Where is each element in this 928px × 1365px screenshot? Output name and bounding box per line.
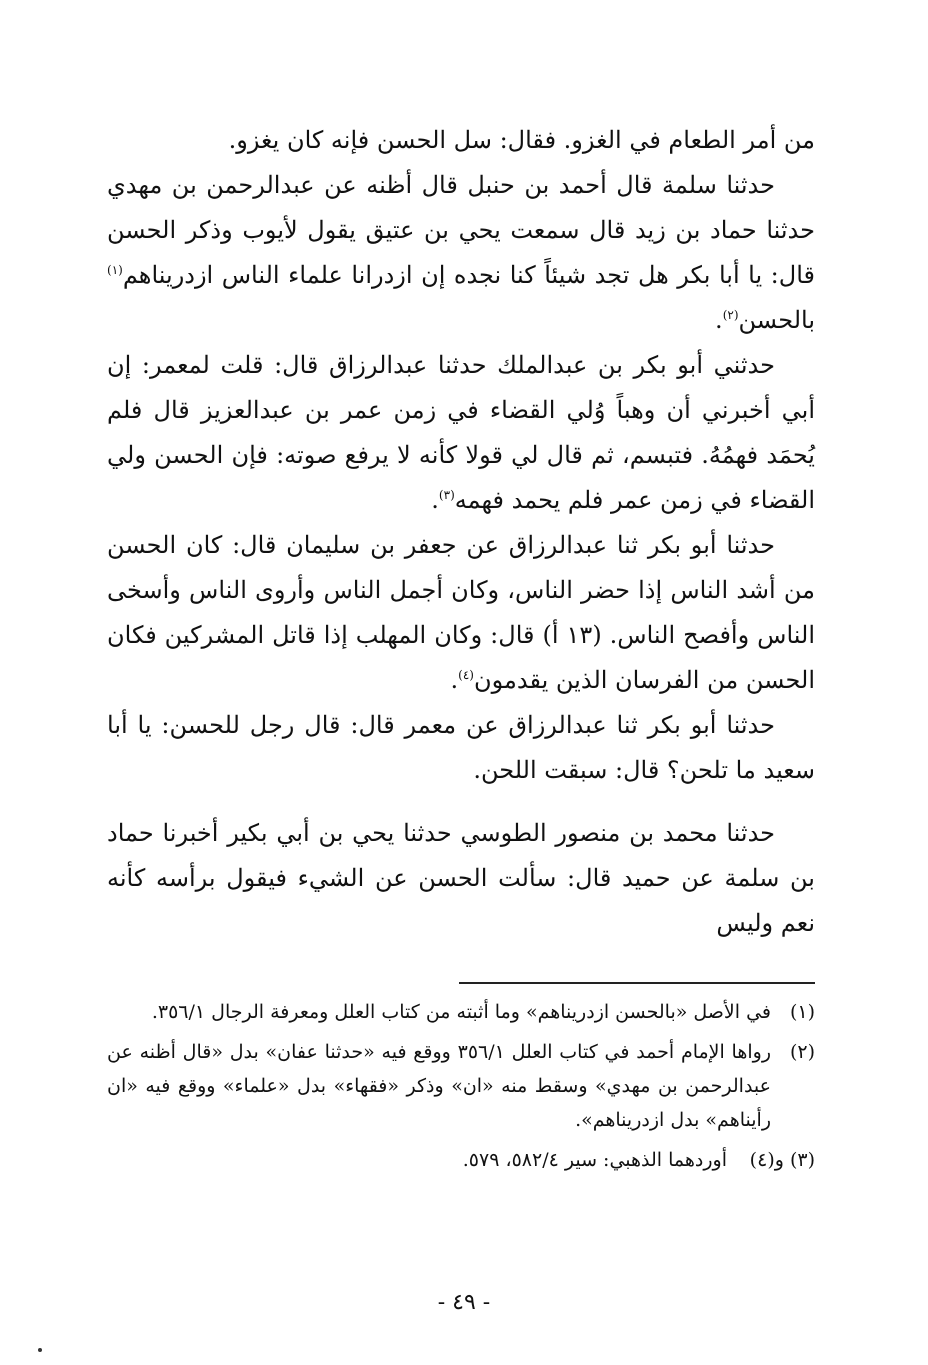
paragraph-1: [107, 118, 815, 163]
paragraph-5: [107, 703, 815, 793]
paragraph-6: [107, 811, 815, 946]
paragraph-text: من أمر الطعام في الغزو. فقال: سل الحسن فإنه كان يغزو.: [228, 126, 815, 154]
footnote-text: في الأصل «بالحسن ازدريناهم» وما أثبته من كتاب العلل ومعرفة الرجال ٣٥٦/١.: [151, 1001, 771, 1023]
footnote-marker: (٤): [458, 668, 474, 682]
paragraph-text: حدثنا أبو بكر ثنا عبدالرزاق عن جعفر بن سليمان قال: كان الحسن من أشد الناس إذا حضر الناس، وكان أجمل الناس وأروى الناس وأسخى الناس وأفصح الناس. (١٣ أ) قال: وكان المهلب إذا قاتل المشركين فكان الحسن من الفرسان الذين يقدمون: [107, 531, 816, 694]
footnote-3: [107, 1143, 815, 1177]
paragraph-end: .: [715, 306, 723, 334]
paragraph-text-tail: بالحسن: [738, 306, 815, 334]
footnote-marker: (٢): [722, 308, 739, 322]
footnote-number: (٣) و(٤): [749, 1149, 815, 1171]
footnote-2: [107, 1035, 815, 1137]
footnote-text: رواها الإمام أحمد في كتاب العلل ٣٥٦/١ ووقع فيه «حدثنا عفان» بدل «قال أظنه عن عبدالرحمن بن مهدي» وسقط منه «ان» وذكر «فقهاء» بدل «علماء» ووقع فيه «ان رأيناهم» بدل ازدريناهم».: [107, 1041, 771, 1131]
footnote-divider: [459, 982, 815, 984]
paragraph-end: .: [450, 666, 459, 694]
paragraph-text: حدثني أبو بكر بن عبدالملك حدثنا عبدالرزاق قال: قلت لمعمر: إن أبي أخبرني أن وهباً وُلي القضاء في زمن عمر بن عبدالعزيز قال فلم يُحمَد فهمُهُ. فتبسم، ثم قال لي قولا كأنه لا يرفع صوته: فإن الحسن ولي القضاء في زمن عمر فلم يحمد فهمه: [107, 351, 815, 514]
paragraph-3: [107, 343, 815, 523]
footnote-marker: (١): [107, 263, 123, 277]
footnotes: [107, 995, 815, 1183]
footnote-text: أوردهما الذهبي: سير ٥٨٢/٤، ٥٧٩.: [462, 1149, 727, 1171]
paragraph-end: .: [431, 486, 439, 514]
scan-speck: [38, 1348, 42, 1352]
main-text: [107, 118, 815, 946]
paragraph-4: [107, 523, 815, 703]
footnote-number: (١): [789, 1001, 815, 1023]
paragraph-2: [107, 163, 815, 343]
paragraph-text: حدثنا سلمة قال أحمد بن حنبل قال أظنه عن عبدالرحمن بن مهدي حدثنا حماد بن زيد قال سمعت يحي بن عتيق يقول لأيوب وذكر الحسن قال: يا أبا بكر هل تجد شيئاً كنا نجده إن ازدرانا علماء الناس ازدريناهم: [107, 171, 815, 289]
footnote-1: [107, 995, 815, 1029]
page-number: - ٤٩ -: [437, 1290, 491, 1315]
footnote-marker: (٣): [438, 488, 455, 502]
footnote-number: (٢): [789, 1041, 815, 1063]
paragraph-text: حدثنا محمد بن منصور الطوسي حدثنا يحي بن أبي بكير أخبرنا حماد بن سلمة عن حميد قال: سألت الحسن عن الشيء فيقول برأسه كأنه نعم وليس: [107, 819, 815, 937]
paragraph-text: حدثنا أبو بكر ثنا عبدالرزاق عن معمر قال: قال رجل للحسن: يا أبا سعيد ما تلحن؟ قال: سبقت اللحن.: [107, 711, 815, 784]
